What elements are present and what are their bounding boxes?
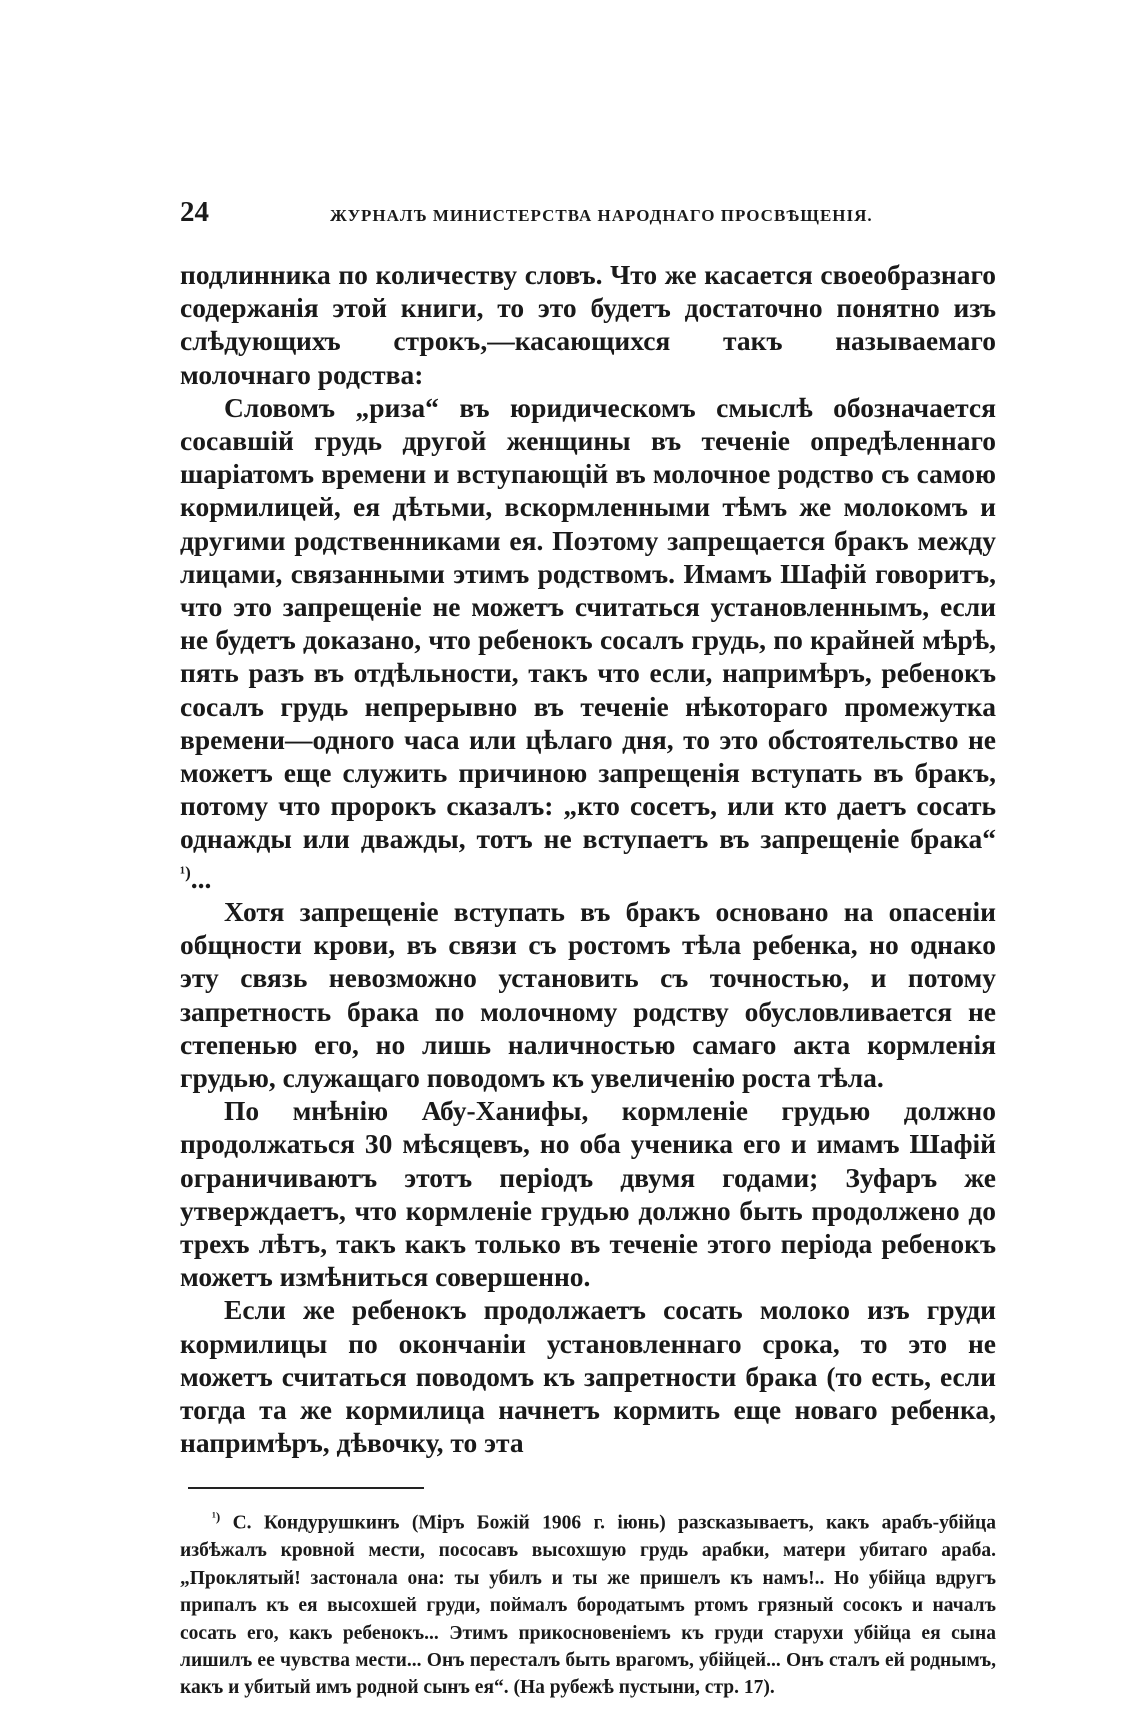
footnote-reference-trail: ... bbox=[190, 862, 212, 894]
paragraph: Если же ребенокъ продолжаетъ сосать молоко изъ груди кормилицы по окончаніи установленнаго срока, то это не можетъ считаться поводомъ къ запретности брака (то есть, если тогда та же кормилица начнетъ кормить еще новаго ребенка, напримѣръ, дѣвочку, то эта bbox=[180, 1294, 996, 1459]
paragraph: По мнѣнію Абу-Ханифы, кормленіе грудью должно продолжаться 30 мѣсяцевъ, но оба ученика его и имамъ Шафій ограничиваютъ этотъ періодъ двумя годами; Зуфаръ же утверждаетъ, что кормленіе грудью должно быть продолжено до трехъ лѣтъ, такъ какъ только въ теченіе этого періода ребенокъ можетъ измѣниться совершенно. bbox=[180, 1095, 996, 1293]
paragraph bbox=[180, 391, 996, 895]
footnote-marker: ¹) bbox=[212, 1509, 221, 1525]
page-number: 24 bbox=[180, 196, 209, 228]
paragraph-continued: подлинника по количеству словъ. Что же касается своеобразнаго содержанія этой книги, то это будетъ достаточно понятно изъ слѣдующихъ строкъ,—касающихся такъ называемаго молочнаго родства: bbox=[180, 259, 996, 390]
paragraph: Хотя запрещеніе вступать въ бракъ основано на опасеніи общности крови, въ связи съ ростомъ тѣла ребенка, но однако эту связь невозможно установить съ точностью, и потому запретность брака по молочному родству обусловливается не степенью его, но лишь наличностью самаго акта кормленія грудью, служащаго поводомъ къ увеличенію роста тѣла. bbox=[180, 896, 996, 1094]
page bbox=[180, 196, 996, 1702]
footnote-text: С. Кондурушкинъ (Міръ Божій 1906 г. іюнь) разсказываетъ, какъ арабъ-убійца избѣжалъ кровной мести, пососавъ высохшую грудь арабки, матери убитаго араба. „Проклятый! застонала она: ты убилъ и ты же пришелъ къ намъ!.. Но убійца вдругъ припалъ къ ея высохшей груди, поймалъ бородатымъ ртомъ грязный сосокъ и началъ сосать его, какъ ребенокъ... Этимъ прикосновеніемъ къ груди старухи убійца ея сына лишилъ ее чувства мести... Онъ пересталъ быть врагомъ, убійцей... Онъ сталъ ей роднымъ, какъ и убитый имъ родной сынъ ея“. (На рубежѣ пустыни, стр. 17). bbox=[180, 1512, 996, 1699]
footnote bbox=[180, 1503, 996, 1701]
footnote-divider bbox=[188, 1487, 424, 1489]
paragraph-text: Словомъ „риза“ въ юридическомъ смыслѣ обозначается сосавшій грудь другой женщины въ теченіе опредѣленнаго шаріатомъ времени и вступающій въ молочное родство съ самою кормилицей, ея дѣтьми, вскормленными тѣмъ же молокомъ и другими родственниками ея. Поэтому запрещается бракъ между лицами, связанными этимъ родствомъ. Имамъ Шафій говоритъ, что это запрещеніе не можетъ считаться установленнымъ, если не будетъ доказано, что ребенокъ сосалъ грудь, по крайней мѣрѣ, пять разъ въ отдѣльности, такъ что если, напримѣръ, ребенокъ сосалъ грудь непрерывно въ теченіе нѣкотораго промежутка времени—одного часа или цѣлаго дня, то это обстоятельство не можетъ еще служить причиною запрещенія вступать въ бракъ, потому что пророкъ сказалъ: „кто сосетъ, или кто даетъ сосать однажды или дважды, тотъ не вступаетъ въ запрещеніе брака“ bbox=[180, 391, 996, 855]
running-head bbox=[180, 196, 996, 232]
journal-title: ЖУРНАЛЪ МИНИСТЕРСТВА НАРОДНАГО ПРОСВѢЩЕНІЯ. bbox=[330, 206, 873, 225]
footnote-reference[interactable]: ¹) bbox=[180, 862, 191, 882]
body-text bbox=[180, 258, 996, 1459]
